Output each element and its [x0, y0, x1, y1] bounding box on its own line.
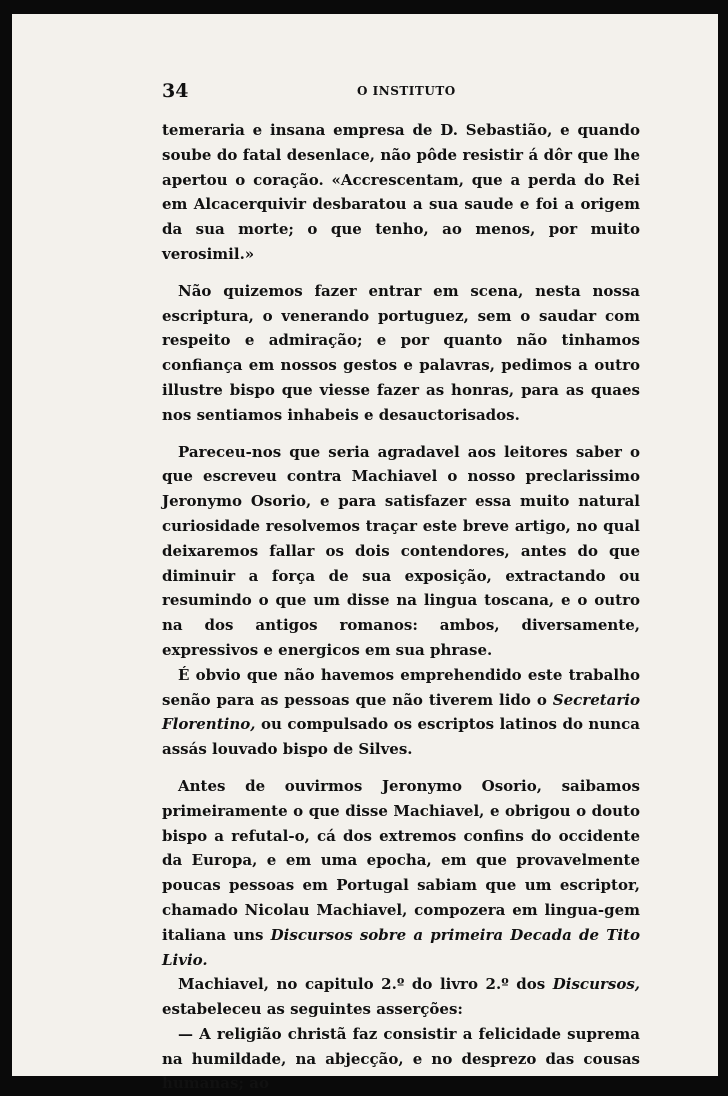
paragraph-5-italic: Discursos sobre a primeira Decada de Tito Livio. — [162, 925, 640, 969]
page-number: 34 — [162, 80, 189, 102]
paragraph-6-text-b: estabeleceu as seguintes asserções: — [162, 1000, 463, 1019]
paragraph-4-text-b: ou compulsado os escriptos latinos do nunca assás louvado bispo de Silves. — [162, 715, 640, 759]
paragraph-3: Pareceu-nos que seria agradavel aos leitores saber o que escreveu contra Machiavel o nosso preclarissimo Jeronymo Osorio, e para satisfazer essa muito natural curiosidade resolvemos traçar este breve artigo, no qual deixaremos fallar os dois contendores, antes do que diminuir a força de sua exposição, extractando ou resumindo o que um disse na lingua toscana, e o outro na dos antigos romanos: ambos, diversamente, expressivos e energicos em sua phrase. — [162, 442, 640, 659]
paragraph-7: — A religião christã faz consistir a felicidade suprema na humildade, na abjecção, e no desprezo das cousas humanas; ao — [162, 1024, 640, 1093]
book-page — [12, 14, 718, 1093]
paragraph-6-italic: Discursos, — [552, 975, 640, 994]
paragraph-6-text-a: Machiavel, no capitulo 2.º do livro 2.º dos — [178, 975, 553, 994]
paragraph-5 — [162, 774, 640, 972]
paragraph-6 — [162, 972, 640, 1022]
paragraph-4 — [162, 663, 640, 762]
page-body — [162, 118, 640, 1096]
page-header — [162, 80, 642, 104]
paragraph-1: temeraria e insana empresa de D. Sebastião, e quando soube do fatal desenlace, não pôde resistir á dôr que lhe apertou o coração. «Accrescentam, que a perda do Rei em Alcacerquivir desbaratou a sua saude e foi a origem da sua morte; o que tenho, ao menos, por muito verosimil.» — [162, 121, 640, 263]
running-title: O INSTITUTO — [357, 84, 456, 98]
paragraph-2: Não quizemos fazer entrar em scena, nesta nossa escriptura, o venerando portuguez, sem o saudar com respeito e admiração; e por quanto não tinhamos confiança em nossos gestos e palavras, pedimos a outro illustre bispo que viesse fazer as honras, para as quaes nos sentiamos inhabeis e desauctorisados. — [162, 281, 640, 424]
paragraph-4-text-a: É obvio que não havemos emprehendido este trabalho senão para as pessoas que não tiverem lido o — [162, 665, 640, 709]
paragraph-4-italic: Secretario Florentino, — [162, 690, 640, 734]
paragraph-5-text-a: Antes de ouvirmos Jeronymo Osorio, saibamos primeiramente o que disse Machiavel, e obrigou o douto bispo a refutal-o, cá dos extremos confins do occidente da Europa, e em uma epocha, em que provavelmente poucas pessoas em Portugal sabiam que um escriptor, chamado Nicolau Machiavel, compozera em lingua-gem italiana uns — [162, 776, 640, 944]
